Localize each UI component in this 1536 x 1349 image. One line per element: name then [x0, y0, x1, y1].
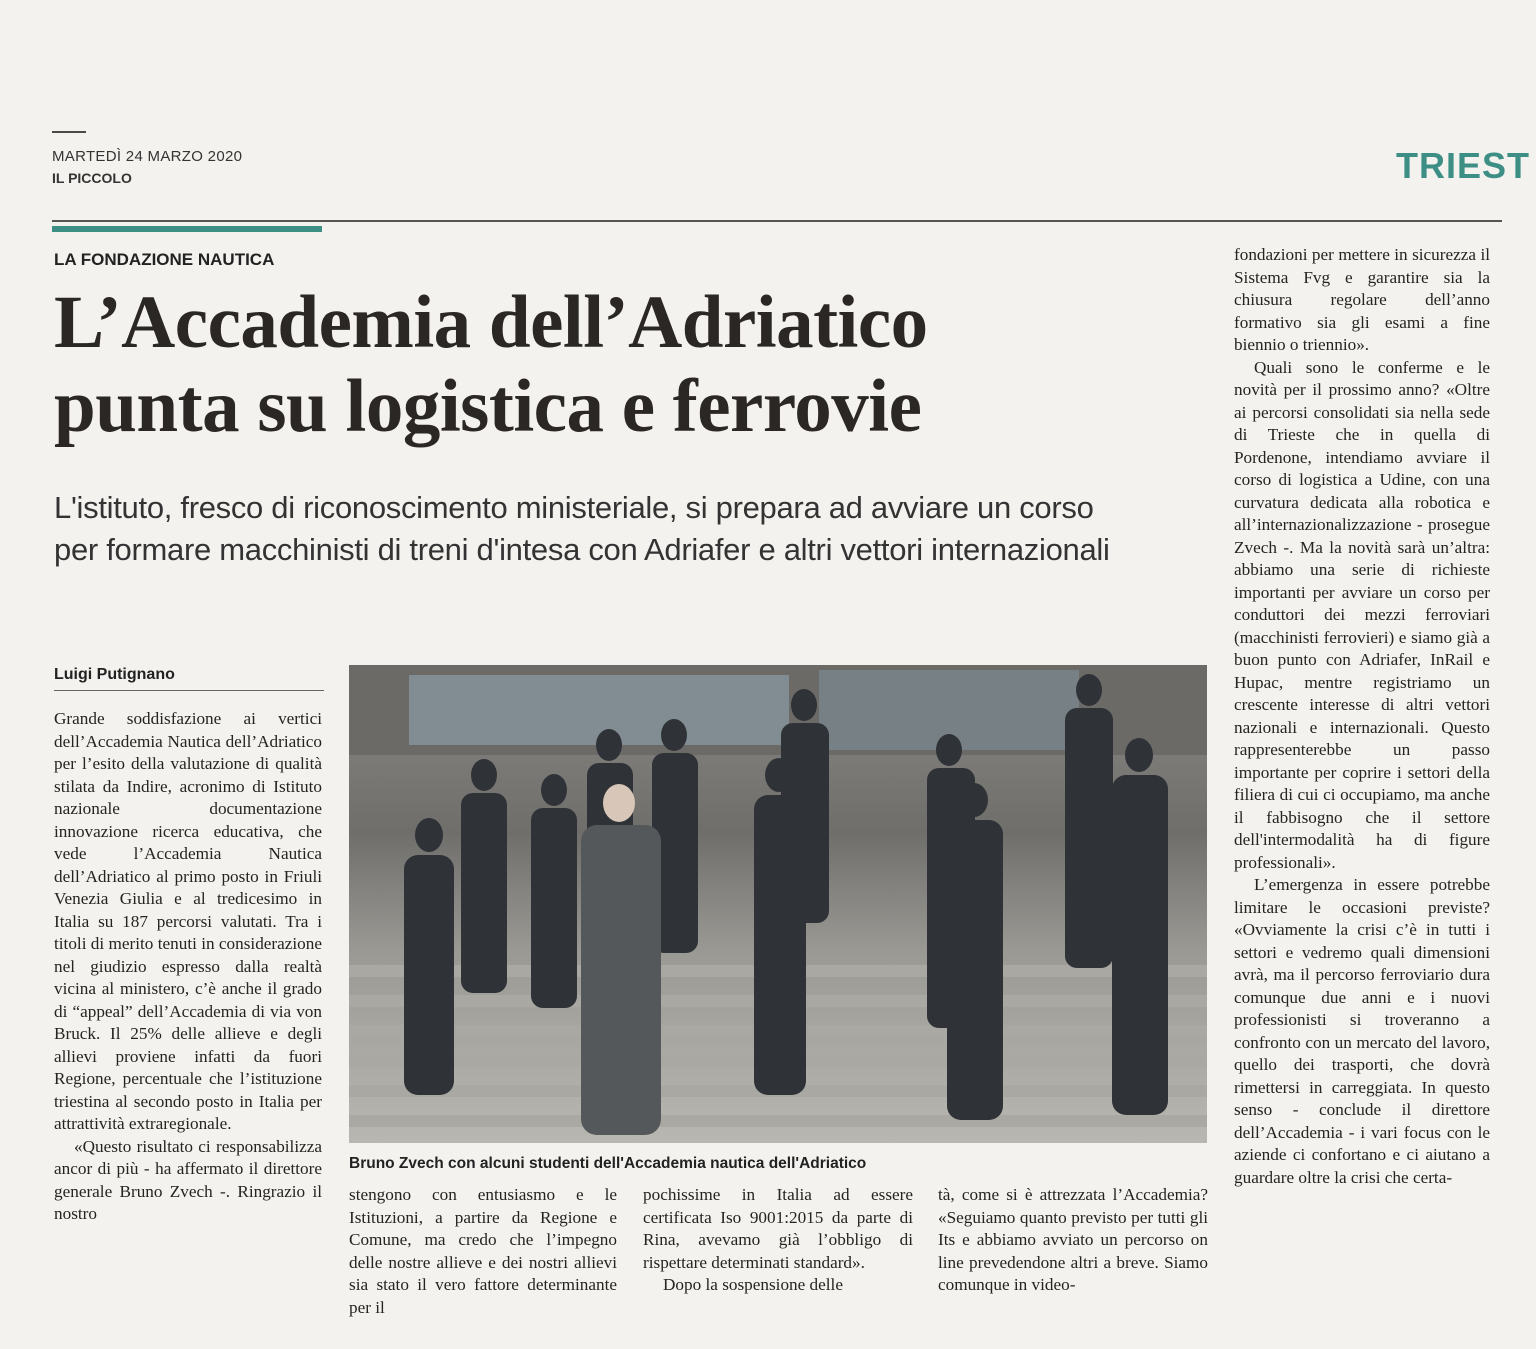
photo-illustration — [349, 665, 1207, 1143]
paragraph: stengono con entusiasmo e le Istituzioni, a partire da Regione e Comune, ma credo che l’impegno delle nostre allieve e dei nostri allievi sia stato il vero fattore determinante per il — [349, 1185, 617, 1317]
column-right — [1234, 244, 1490, 1189]
subhead-line-1: L'istituto, fresco di riconoscimento ministeriale, si prepara ad avviare un corso — [54, 490, 1094, 525]
masthead-rule — [52, 131, 86, 133]
section-title: TRIEST — [1395, 145, 1530, 186]
paragraph: L’emergenza in essere potrebbe limitare le occasioni previste? «Ovviamente la crisi c’è in tutti i settori e vedremo quali dimensioni avrà, ma il percorso ferroviario dura comunque due anni e i nuovi professionisti si troveranno a confronto con un mercato del lavoro, quello dei trasporti, che dovrà rimettersi in carreggiata. In questo senso - conclude il direttore dell’Accademia - i vari focus con le aziende ci confortano e ci aiutano a guardare oltre la crisi che certa- — [1234, 875, 1490, 1187]
paragraph: tà, come si è attrezzata l’Accademia? «Seguiamo quanto previsto per tutti gli Its e abbiamo avviato un percorso on line prevedendone altri a breve. Siamo comunque in video- — [938, 1185, 1208, 1294]
byline-rule — [54, 690, 324, 691]
article-subhead — [54, 487, 1214, 571]
subhead-line-2: per formare macchinisti di treni d'intesa con Adriafer e altri vettori internazionali — [54, 532, 1110, 567]
paragraph: pochissime in Italia ad essere certificata Iso 9001:2015 da parte di Rina, avevamo già l’obbligo di rispettare determinati standard». — [643, 1185, 913, 1272]
column-bottom-3 — [938, 1184, 1208, 1297]
header-divider — [52, 220, 1502, 222]
headline-line-1: L’Accademia dell’Adriatico — [54, 281, 928, 364]
paragraph: Dopo la sospensione delle — [663, 1275, 843, 1294]
paragraph: fondazioni per mettere in sicurezza il Sistema Fvg e garantire sia la chiusura regolare dell’anno formativo sia gli esami a fine biennio o triennio». — [1234, 245, 1490, 354]
column-bottom-2 — [643, 1184, 913, 1297]
article-headline — [54, 281, 1194, 449]
paragraph: Grande soddisfazione ai vertici dell’Accademia Nautica dell’Adriatico per l’esito della valutazione di qualità stilata da Indire, acronimo di Istituto nazionale documentazione innovazione ricerca educativa, che vede l’Accademia Nautica dell’Adriatico al primo posto in Friuli Venezia Giulia e al tredicesimo in Italia su 187 percorsi valutati. Tra i titoli di merito tenuti in considerazione nel giudizio espresso dalla realtà vicina al ministero, c’è anche il grado di “appeal” dell’Accademia di via von Bruck. Il 25% delle allieve e degli allievi proviene infatti da fuori Regione, percentuale che l’istituzione triestina al secondo posto in Italia per attrattività extraregionale. — [54, 709, 322, 1133]
paragraph: «Questo risultato ci responsabilizza ancor di più - ha affermato il direttore generale Bruno Zvech -. Ringrazio il nostro — [54, 1136, 322, 1223]
issue-date: MARTEDÌ 24 MARZO 2020 — [52, 148, 243, 165]
article-kicker: LA FONDAZIONE NAUTICA — [54, 250, 275, 269]
article-photo — [349, 665, 1207, 1143]
byline: Luigi Putignano — [54, 666, 175, 683]
accent-bar — [52, 226, 322, 232]
column-left — [54, 708, 322, 1226]
paragraph: Quali sono le conferme e le novità per il prossimo anno? «Oltre ai percorsi consolidati sia nella sede di Trieste che in quella di Pordenone, intendiamo avviare il corso di logistica a Udine, con una curvatura dedicata alla robotica e all’internazionalizzazione - prosegue Zvech -. Ma la novità sarà un’altra: abbiamo una serie di richieste importanti per avviare un corso per conduttori dei mezzi ferroviari (macchinisti ferrovieri) e siamo già a buon punto con Adriafer, InRail e Hupac, mentre registriamo un crescente interesse di altri vettori nazionali e internazionali. Questo rappresenterebbe un passo importante per coprire i settori della filiera di cui ci occupiamo, ma anche il fabbisogno che il settore dell'intermodalità ha di figure professionali». — [1234, 357, 1490, 872]
newspaper-name: IL PICCOLO — [52, 170, 132, 186]
headline-line-2: punta su logistica e ferrovie — [54, 365, 922, 448]
column-bottom-1 — [349, 1184, 617, 1319]
photo-caption: Bruno Zvech con alcuni studenti dell'Accademia nautica dell'Adriatico — [349, 1155, 867, 1172]
